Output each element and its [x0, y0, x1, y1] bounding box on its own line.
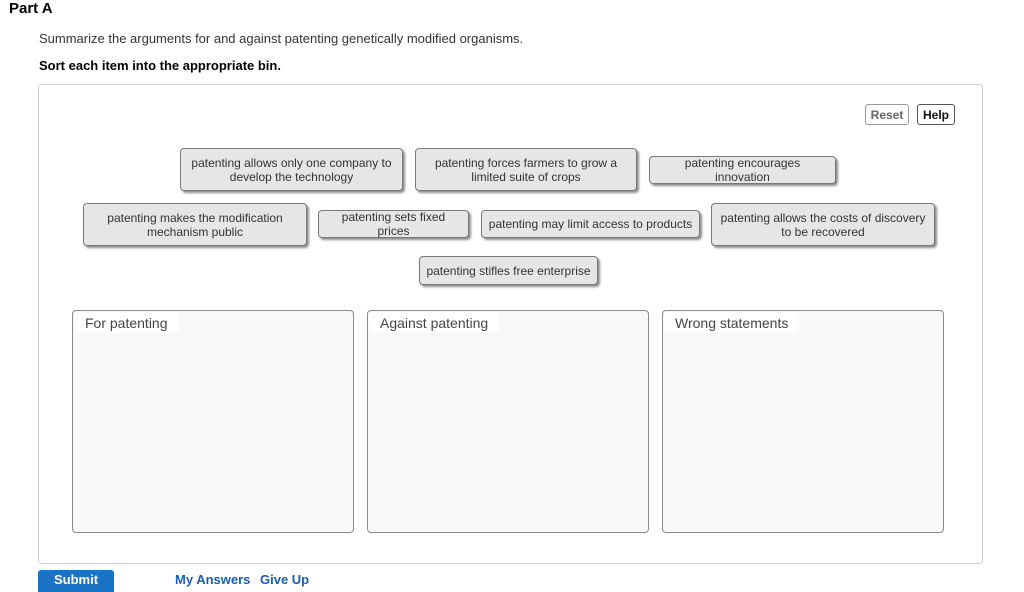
bin-against-patenting[interactable] — [367, 310, 649, 533]
my-answers-link[interactable]: My Answers — [175, 572, 251, 587]
draggable-item[interactable]: patenting forces farmers to grow a limited suite of crops — [415, 148, 637, 191]
draggable-item[interactable]: patenting makes the modification mechanism public — [83, 203, 307, 246]
submit-button[interactable]: Submit — [38, 570, 114, 592]
question-instruction: Sort each item into the appropriate bin. — [39, 58, 281, 73]
bin-wrong-statements[interactable] — [662, 310, 944, 533]
part-title: Part A — [9, 0, 53, 17]
draggable-item[interactable]: patenting allows only one company to develop the technology — [180, 148, 403, 191]
question-prompt: Summarize the arguments for and against patenting genetically modified organisms. — [39, 31, 524, 46]
reset-button[interactable]: Reset — [865, 104, 909, 125]
draggable-item[interactable]: patenting may limit access to products — [481, 210, 700, 238]
give-up-link[interactable]: Give Up — [260, 572, 310, 587]
bin-label: Wrong statements — [664, 312, 799, 333]
help-button[interactable]: Help — [917, 104, 955, 125]
draggable-item[interactable]: patenting stifles free enterprise — [419, 256, 598, 285]
draggable-item[interactable]: patenting encourages innovation — [649, 156, 836, 184]
draggable-item[interactable]: patenting sets fixed prices — [318, 210, 469, 238]
bin-for-patenting[interactable] — [72, 310, 354, 533]
draggable-item[interactable]: patenting allows the costs of discovery to be recovered — [711, 203, 935, 246]
bin-label: Against patenting — [369, 312, 499, 333]
bin-label: For patenting — [74, 312, 179, 333]
